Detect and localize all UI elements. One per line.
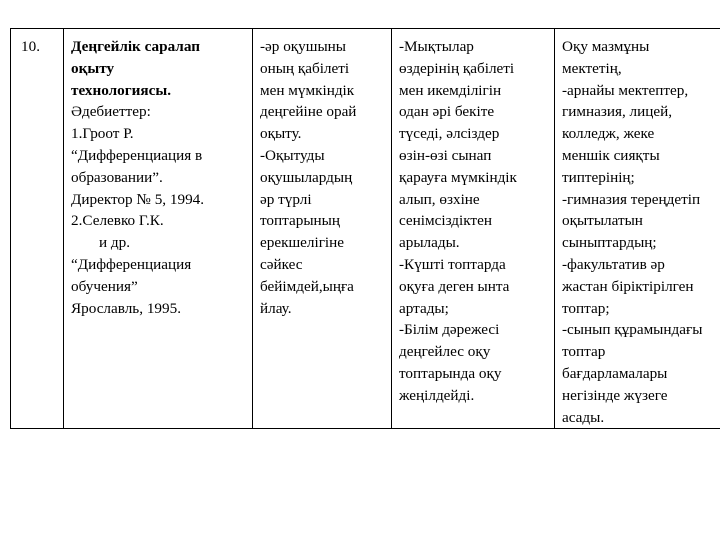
cell-text-line: -Күшті топтарда	[399, 255, 506, 273]
cell-text-line: оқушылардың	[260, 168, 353, 186]
cell-text-line: Әдебиеттер:	[71, 103, 151, 121]
cell-text-line: Оқу мазмұны	[562, 38, 650, 55]
cell-text-line: “Дифференциация в	[71, 146, 203, 164]
cell-text-line: оқуға деген ынта	[399, 277, 510, 295]
cell-text-line: “Дифференциация	[71, 255, 192, 273]
cell-text-line: негізінде жүзеге	[562, 386, 668, 404]
cell-text-line: деңгейлес оқу	[399, 343, 491, 361]
row-number: 10.	[21, 38, 40, 55]
cell-text-line: обучения”	[71, 277, 138, 295]
cell-text-line: -сынып құрамындағы	[562, 321, 703, 339]
cell-text-line: оның қабілеті	[260, 59, 350, 77]
implementation-cell	[555, 29, 720, 429]
cell-text-line: жастан біріктірілген	[562, 277, 694, 295]
cell-text-line: жеңілдейді.	[399, 386, 475, 404]
cell-text-line: технологиясы.	[71, 81, 172, 99]
cell-text-line: сыныптардың;	[562, 234, 657, 252]
cell-text-line: әр түрлі	[260, 190, 312, 208]
cell-text-line: өзін-өзі сынап	[399, 146, 492, 164]
essence-text	[260, 36, 387, 319]
cell-text-line: артады;	[399, 299, 449, 317]
cell-text-line: -Мықтылар	[399, 38, 474, 55]
cell-text-line: арылады.	[399, 234, 460, 252]
cell-text-line: ерекшелігіне	[260, 234, 345, 252]
essence-cell	[253, 29, 392, 429]
technology-title-text	[71, 36, 248, 319]
methods-table	[10, 28, 720, 429]
cell-text-line: типтерінің;	[562, 168, 635, 186]
cell-text-line: сәйкес	[260, 255, 303, 273]
cell-text-line: -Оқытуды	[260, 146, 325, 164]
cell-text-line: оқыту.	[260, 125, 302, 143]
cell-text-line: топтар;	[562, 299, 610, 317]
cell-text-line: Директор № 5, 1994.	[71, 190, 205, 208]
cell-text-line: образовании”.	[71, 168, 163, 186]
technology-title-cell	[64, 29, 253, 429]
cell-text-line: -факультатив әр	[562, 255, 665, 273]
cell-text-line: одан әрі бекіте	[399, 103, 495, 121]
cell-text-line: -Білім дәрежесі	[399, 321, 500, 339]
cell-text-line: меншік сияқты	[562, 146, 660, 164]
cell-text-line: -гимназия тереңдетіп	[562, 190, 701, 208]
cell-text-line: оқыту	[71, 59, 115, 77]
cell-text-line: и др.	[99, 234, 131, 252]
cell-text-line: қарауға мүмкіндік	[399, 168, 517, 186]
cell-text-line: асады.	[562, 408, 605, 426]
cell-text-line: топтар	[562, 343, 606, 361]
cell-text-line: -әр оқушыны	[260, 38, 346, 55]
cell-text-line: 2.Селевко Г.К.	[71, 212, 164, 230]
cell-text-line: топтарының	[260, 212, 340, 230]
cell-text-line: Деңгейлік саралап	[71, 38, 200, 55]
cell-text-line: түседі, әлсіздер	[399, 125, 500, 143]
cell-text-line: Ярославль, 1995.	[71, 299, 181, 317]
implementation-text	[562, 36, 720, 428]
cell-text-line: деңгейіне орай	[260, 103, 357, 121]
cell-text-line: сенімсіздіктен	[399, 212, 492, 230]
cell-text-line: колледж, жеке	[562, 125, 655, 143]
cell-text-line: топтарында оқу	[399, 364, 502, 382]
cell-text-line: алып, өзхіне	[399, 190, 480, 208]
cell-text-line: мектетің,	[562, 59, 622, 77]
cell-text-line: гимназия, лицей,	[562, 103, 673, 121]
cell-text-line: бейімдей,ыңға	[260, 277, 354, 295]
cell-text-line: 1.Гроот Р.	[71, 125, 134, 143]
advantages-cell	[392, 29, 555, 429]
table-row	[11, 29, 720, 429]
cell-text-line: өздерінің қабілеті	[399, 59, 515, 77]
row-number-cell	[11, 29, 64, 429]
cell-text-line: мен мүмкіндік	[260, 81, 355, 99]
cell-text-line: йлау.	[260, 299, 292, 317]
advantages-text	[399, 36, 550, 407]
cell-text-line: мен икемділігін	[399, 81, 502, 99]
cell-text-line: -арнайы мектептер,	[562, 81, 689, 99]
cell-text-line: бағдарламалары	[562, 364, 668, 382]
cell-text-line: оқытылатын	[562, 212, 643, 230]
